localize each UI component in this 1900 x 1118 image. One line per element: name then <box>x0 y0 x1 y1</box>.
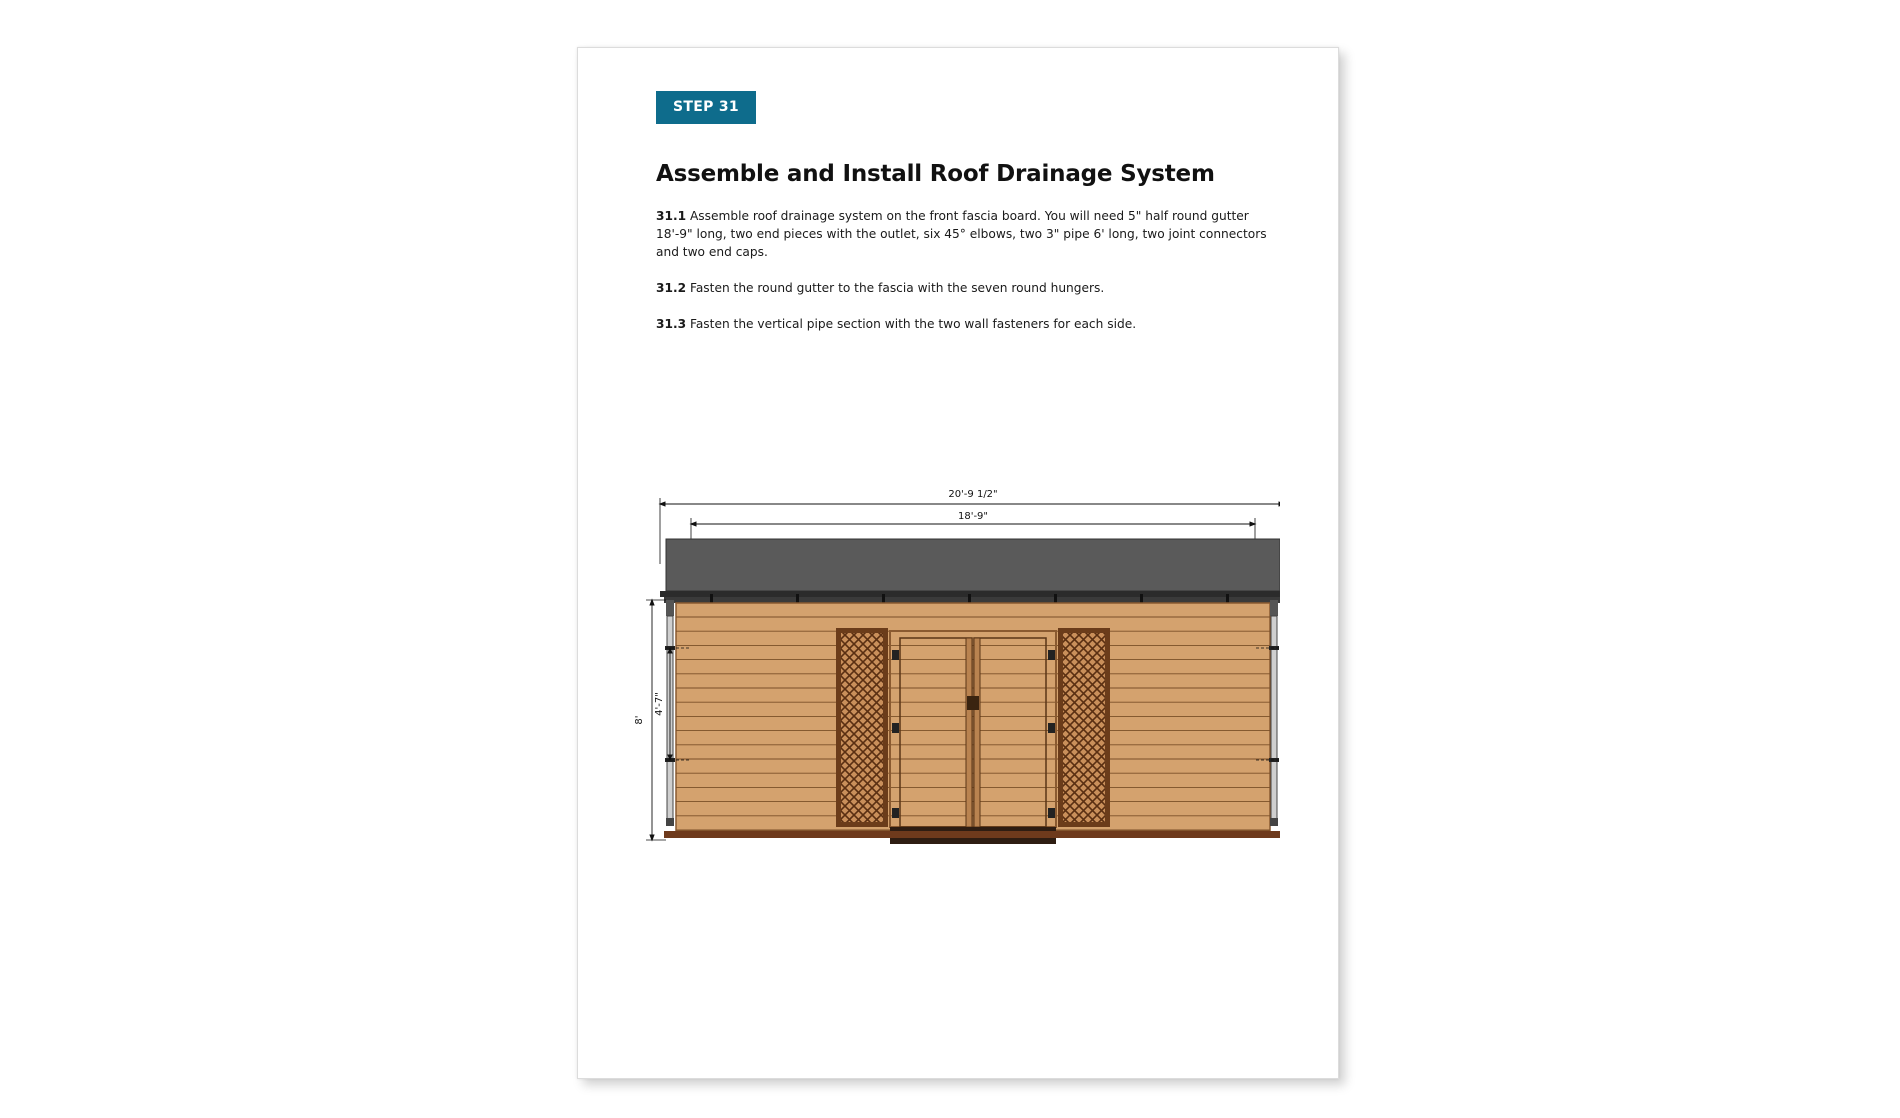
overall-width-label: 20'-9 1/2" <box>948 489 998 500</box>
step-badge: STEP 31 <box>656 91 756 124</box>
downspout-outlet <box>1270 600 1278 616</box>
door-hinge <box>1048 650 1055 660</box>
right-lattice-panel <box>1063 633 1105 822</box>
shed-base <box>664 831 1280 838</box>
instruction-number: 31.1 <box>656 209 687 223</box>
door-hinge <box>1048 723 1055 733</box>
instruction-number: 31.3 <box>656 317 687 331</box>
downspout-outlet <box>666 600 674 616</box>
page-title: Assemble and Install Roof Drainage System <box>656 161 1215 187</box>
gutter-length-label: 18'-9" <box>957 511 989 522</box>
instruction-text: Fasten the vertical pipe section with the two wall fasteners for each side. <box>689 317 1137 331</box>
left-lattice-panel <box>841 633 883 822</box>
pipe-height-label: 4'-7" <box>654 692 665 716</box>
right-door-stile <box>974 638 980 827</box>
instruction-item <box>656 279 1286 297</box>
shed-front-elevation-drawing <box>620 428 1280 848</box>
instructions <box>656 207 1286 351</box>
roof-panel <box>666 539 1280 591</box>
gutter <box>664 597 1280 603</box>
instruction-number: 31.2 <box>656 281 687 295</box>
door-hinge <box>892 723 899 733</box>
document-page <box>577 47 1339 1079</box>
instruction-item <box>656 315 1286 333</box>
downspout-end-cap <box>666 818 674 826</box>
left-door-stile <box>966 638 972 827</box>
door-hinge <box>892 808 899 818</box>
right-downspout <box>1269 600 1279 826</box>
wall-height-label: 8' <box>634 715 645 725</box>
shed-wall <box>676 603 1270 831</box>
wall-height-dimension <box>634 600 666 840</box>
door-hinge <box>892 650 899 660</box>
instruction-text: Fasten the round gutter to the fascia with the seven round hungers. <box>689 281 1105 295</box>
downspout-end-cap <box>1270 818 1278 826</box>
door-hinge <box>1048 808 1055 818</box>
door-handle <box>967 696 979 710</box>
instruction-item <box>656 207 1286 261</box>
instruction-text: Assemble roof drainage system on the front fascia board. You will need 5" half round gutter 18'-9" long, two end pieces with the outlet, six 45° elbows, two 3" pipe 6' long, two joint connectors and two end caps. <box>656 209 1267 259</box>
